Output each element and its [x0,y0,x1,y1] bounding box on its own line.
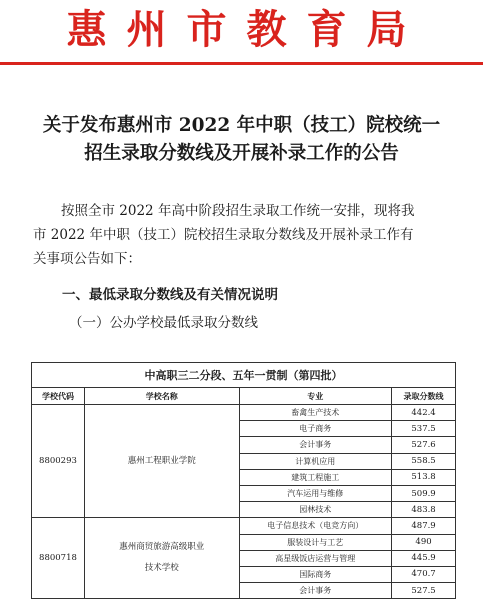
major-cell: 服装设计与工艺 [239,534,392,550]
header-school-name: 学校名称 [84,388,239,405]
school-name-line: 技术学校 [144,563,179,574]
header-school-code: 学校代码 [32,388,85,405]
major-cell: 园林技术 [239,502,392,518]
school-code-cell: 8800718 [32,518,85,599]
score-table-body [32,363,456,599]
major-cell: 畜禽生产技术 [239,405,392,421]
score-cell: 527.5 [392,583,456,599]
score-cell: 442.4 [392,405,456,421]
score-cell: 470.7 [392,566,456,582]
score-cell: 483.8 [392,502,456,518]
major-cell: 计算机应用 [239,453,392,469]
score-cell: 527.6 [392,437,456,453]
score-cell: 487.9 [392,518,456,534]
school-name-cell [84,405,239,518]
table-row [32,405,456,421]
school-name-line: 惠州商贸旅游高级职业 [119,542,205,553]
major-cell: 会计事务 [239,583,392,599]
major-cell: 电子商务 [239,421,392,437]
intro-line-3: 关事项公告如下： [33,251,141,267]
major-cell: 高星级饭店运营与管理 [239,550,392,566]
score-table [31,362,456,599]
major-cell: 汽车运用与维修 [239,485,392,501]
table-row [32,518,456,534]
table-caption-row [32,363,456,388]
score-cell: 513.8 [392,469,456,485]
header-score: 录取分数线 [392,388,456,405]
major-cell: 建筑工程施工 [239,469,392,485]
table-header-row [32,388,456,405]
header-major: 专业 [239,388,392,405]
major-cell: 国际商务 [239,566,392,582]
major-cell: 电子信息技术（电竞方向） [239,518,392,534]
score-cell: 445.9 [392,550,456,566]
score-cell: 490 [392,534,456,550]
score-cell: 558.5 [392,453,456,469]
score-cell: 537.5 [392,421,456,437]
intro-paragraph [33,199,453,271]
notice-title-line-2: 招生录取分数线及开展补录工作的公告 [84,143,399,164]
school-name-line: 惠州工程职业学院 [127,455,196,466]
notice-title-line-1: 关于发布惠州市 2022 年中职（技工）院校统一 [42,115,441,136]
intro-line-2: 市 2022 年中职（技工）院校招生录取分数线及开展补录工作有 [33,227,414,243]
table-caption: 中高职三二分段、五年一贯制（第四批） [32,363,456,388]
school-name-cell [84,518,239,599]
school-code-cell: 8800293 [32,405,85,518]
subsection-heading: （一）公办学校最低录取分数线 [69,315,258,331]
masthead-red-rule [0,62,483,65]
section-heading: 一、最低录取分数线及有关情况说明 [62,287,278,303]
intro-line-1: 按照全市 2022 年高中阶段招生录取工作统一安排，现将我 [61,203,415,219]
masthead-title: 惠州市教育局 [66,6,427,53]
score-cell: 509.9 [392,485,456,501]
major-cell: 会计事务 [239,437,392,453]
